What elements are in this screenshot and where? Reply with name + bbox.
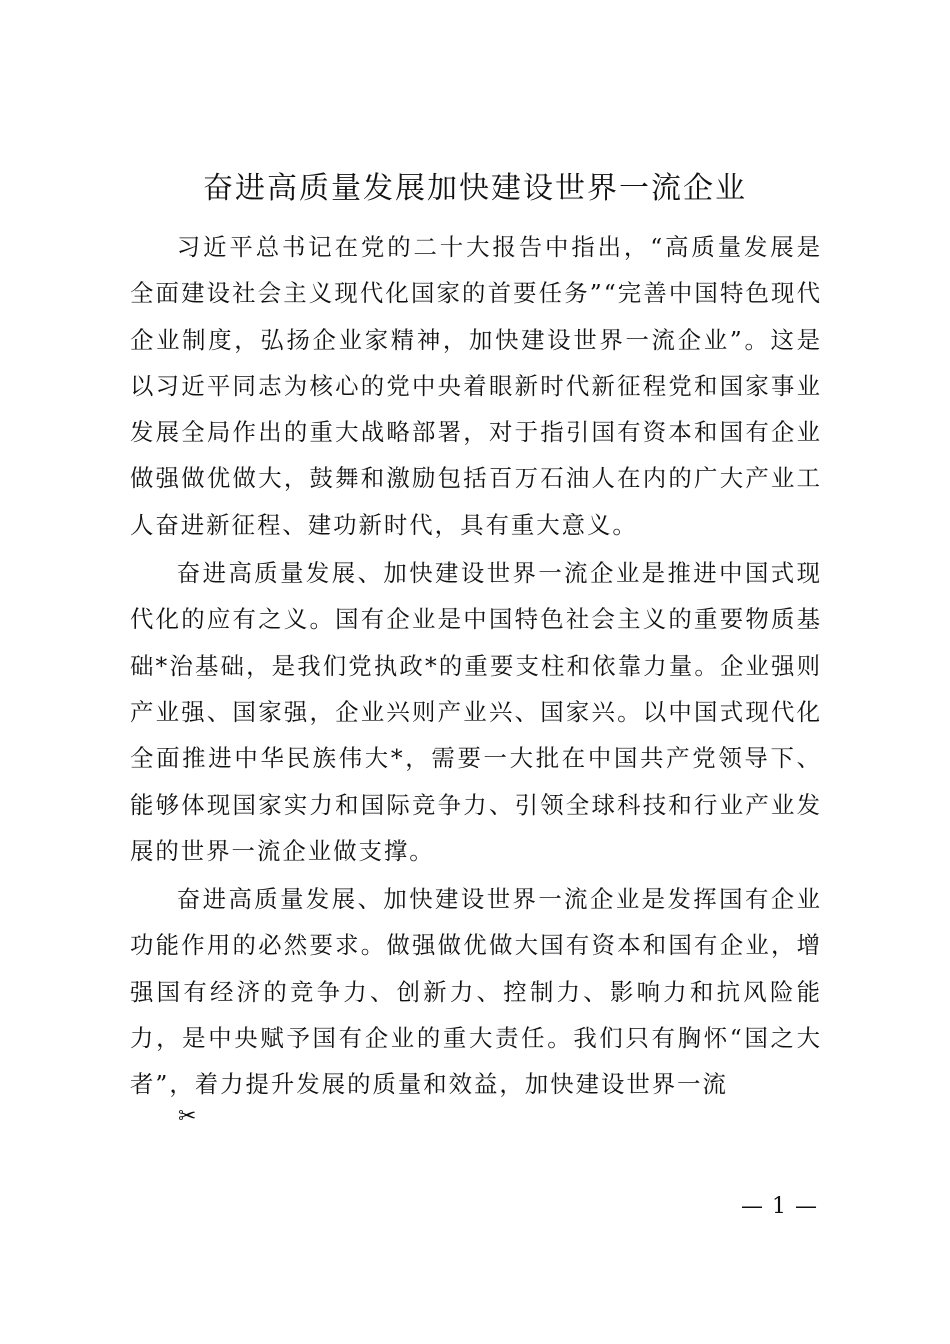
document-title: 奋进高质量发展加快建设世界一流企业 <box>203 171 747 206</box>
page-number: — 1 — <box>741 1194 818 1219</box>
document-body <box>130 224 822 1110</box>
paragraph-1: 习近平总书记在党的二十大报告中指出，“高质量发展是全面建设社会主义现代化国家的首要任务”“完善中国特色现代企业制度，弘扬企业家精神，加快建设世界一流企业”。这是以习近平同志为核心的党中央着眼新时代新征程党和国家事业发展全局作出的重大战略部署，对于指引国有资本和国有企业做强做优做大，鼓舞和激励包括百万石油人在内的广大产业工人奋进新征程、建功新时代，具有重大意义。 <box>130 233 822 539</box>
scissors-icon: ✂ <box>178 1104 197 1129</box>
paragraph-3: 奋进高质量发展、加快建设世界一流企业是发挥国有企业功能作用的必然要求。做强做优做大国有资本和国有企业，增强国有经济的竞争力、创新力、控制力、影响力和抗风险能力，是中央赋予国有企业的重大责任。我们只有胸怀“国之大者”，着力提升发展的质量和效益，加快建设世界一流 <box>130 885 822 1099</box>
paragraph-2: 奋进高质量发展、加快建设世界一流企业是推进中国式现代化的应有之义。国有企业是中国特色社会主义的重要物质基础*治基础，是我们党执政*的重要支柱和依靠力量。企业强则产业强、国家强，企业兴则产业兴、国家兴。以中国式现代化全面推进中华民族伟大*，需要一大批在中国共产党领导下、能够体现国家实力和国际竞争力、引领全球科技和行业产业发展的世界一流企业做支撑。 <box>130 559 822 865</box>
